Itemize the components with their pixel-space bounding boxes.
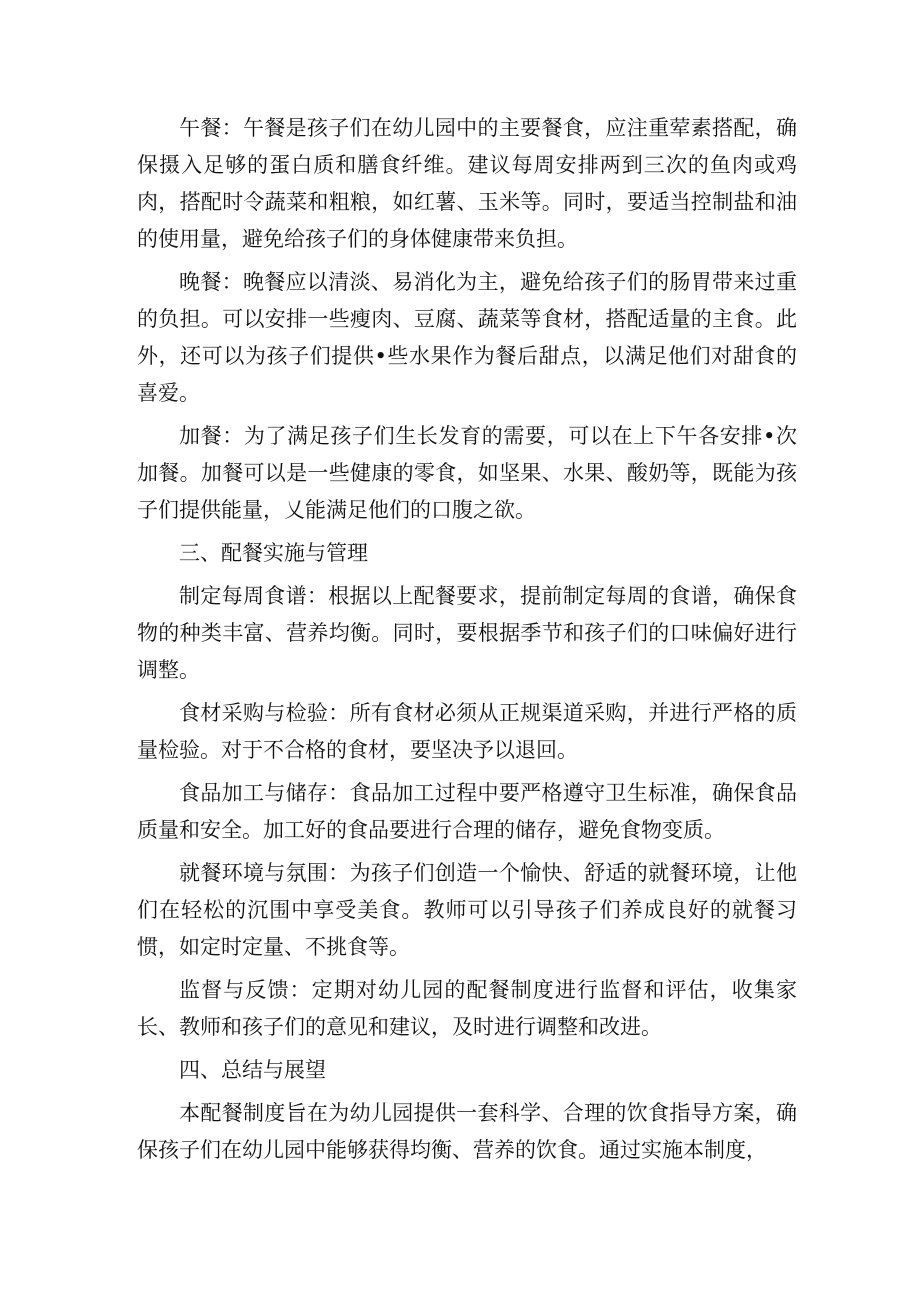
document-page: [137, 110, 797, 1175]
para-environment: 就餐环境与氛围：为孩子们创造一个愉快、舒适的就餐环境，让他们在轻松的沉围中享受美食。教师可以引导孩子们养成良好的就餐习惯，如定时定量、不挑食等。: [137, 861, 797, 959]
para-weekly-menu: 制定每周食谱：根据以上配餐要求，提前制定每周的食谱，确保食物的种类丰富、营养均衡。同时，要根据季节和孩子们的口味偏好进行调整。: [137, 584, 797, 682]
para-snack: 加餐：为了满足孩子们生长发育的需要，可以在上下午各安排•次加餐。加餐可以是一些健康的零食，如坚果、水果、酸奶等，既能为孩子们提供能量，乂能满足他们的口腹之欲。: [137, 424, 797, 522]
para-procurement: 食材采购与检验：所有食材必须从正规渠道采购，并进行严格的质量检验。对于不合格的食材，要坚决予以退回。: [137, 701, 797, 762]
section-heading-3: 三、配餐实施与管理: [179, 541, 368, 565]
para-processing: 食品加工与储存：食品加工过程中要严格遵守卫生标准，确保食品质量和安全。加工好的食品要进行合理的储存，避免食物变质。: [137, 781, 797, 842]
section-heading-4: 四、总结与展望: [179, 1058, 326, 1082]
para-feedback: 监督与反馈：定期对幼儿园的配餐制度进行监督和评估，收集家长、教师和孩子们的意见和建议，及时进行调整和改进。: [137, 978, 797, 1039]
para-summary: 本配餐制度旨在为幼儿园提供一套科学、合理的饮食指导方案，确保孩子们在幼儿园中能够获得均衡、营养的饮食。通过实施本制度，: [137, 1101, 797, 1162]
para-lunch: 午餐：午餐是孩子们在幼儿园中的主要餐食，应注重荤素搭配，确保摄入足够的蛋白质和膳食纤维。建议每周安排两到三次的鱼肉或鸡肉，搭配时令蔬菜和粗粮，如红薯、玉米等。同时，要适当控制盐和油的使用量，避免给孩子们的身体健康带来负担。: [137, 116, 797, 251]
para-dinner: 晚餐：晚餐应以清淡、易消化为主，避免给孩子们的肠胃带来过重的负担。可以安排一些瘦肉、豆腐、蔬菜等食材，搭配适量的主食。此外，还可以为孩子们提供•些水果作为餐后甜点，以满足他们对甜食的喜爱。: [137, 270, 797, 405]
